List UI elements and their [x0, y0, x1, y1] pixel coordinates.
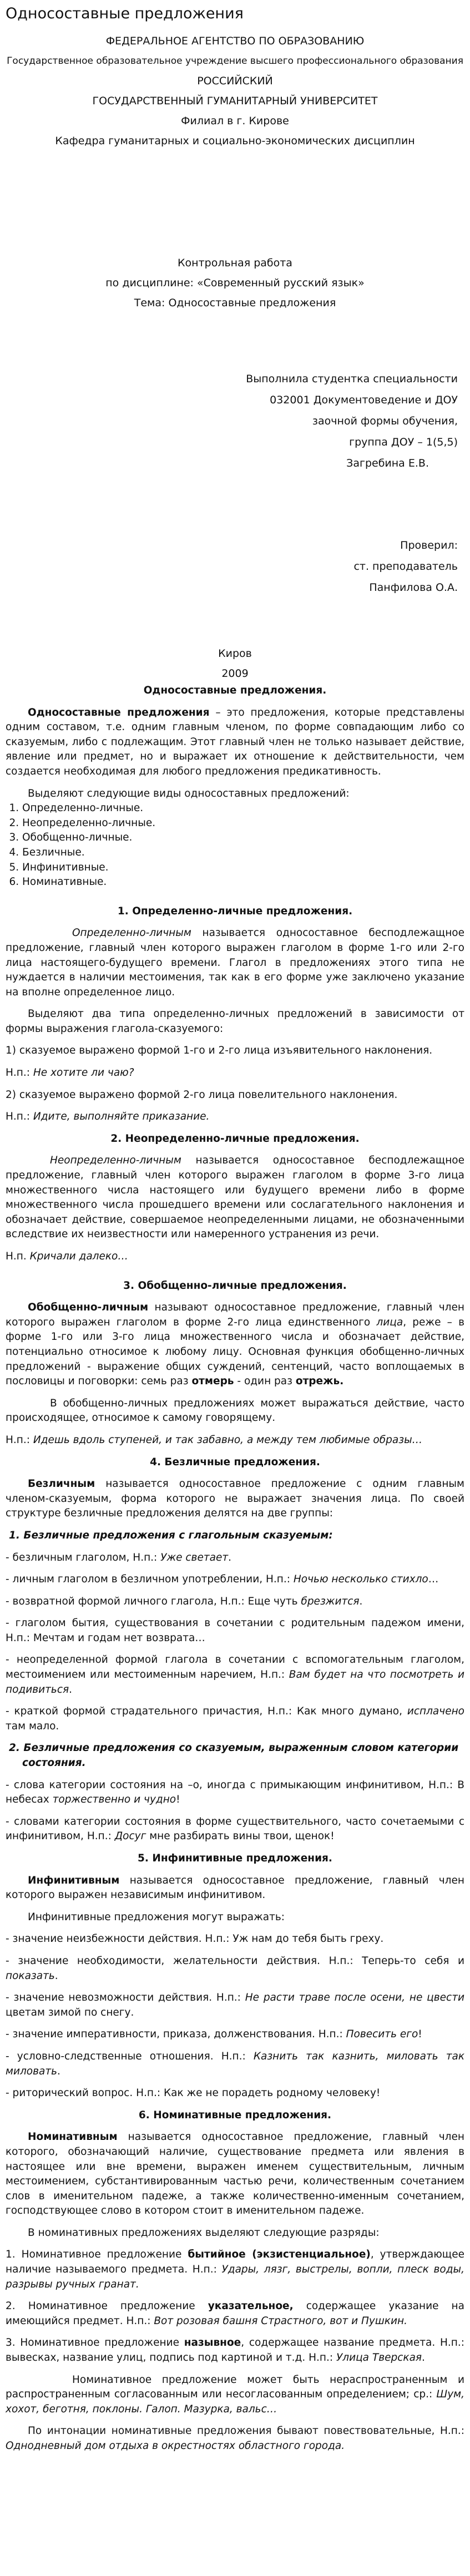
checker-block: [6, 535, 464, 598]
performer-line: заочной формы обучения,: [312, 415, 458, 427]
performer-line: 032001 Документоведение и ДОУ: [270, 394, 458, 406]
main-heading: Односоставные предложения.: [143, 685, 327, 696]
year: 2009: [221, 667, 249, 680]
section-paragraph: Определенно-личным называется односоставное бесподлежащное предложение, главный член которого выражен глаголом в форме 1-го или 2-го лица настоящего-будущего времени. Глагол в предложениях этого типа не нуждается в наличии местоимения, так как в его форме уже заключено указание на вполне определенное лицо.: [6, 927, 464, 998]
section-paragraph: В номинативных предложениях выделяют следующие разряды:: [28, 2226, 380, 2239]
performer-line: группа ДОУ – 1(5,5): [349, 436, 458, 448]
kinds-intro: Выделяют следующие виды односоставных предложений:: [28, 787, 350, 799]
verbal-predicate-list: [6, 1551, 464, 1734]
country-line: РОССИЙСКИЙ: [197, 75, 273, 87]
example-line: Н.п.: Не хотите ли чаю?: [6, 1067, 134, 1079]
city: Киров: [218, 647, 252, 660]
state-category-list: [6, 1778, 464, 1844]
section-heading: 6. Номинативные предложения.: [138, 2109, 332, 2121]
list-item: - условно-следственные отношения. Н.п.: Казнить так казнить, миловать так миловать.: [6, 2050, 464, 2077]
institution-type: Государственное образовательное учреждение высшего профессионального образования: [7, 55, 463, 67]
document-page: [0, 4, 470, 2576]
section-paragraph: Выделяют два типа определенно-личных предложений в зависимости от формы выражения глагола-сказуемого:: [6, 1008, 464, 1035]
section-paragraph: 2) сказуемое выражено формой 2-го лица повелительного наклонения.: [6, 1089, 398, 1101]
list-item: - риторический вопрос. Н.п.: Как же не порадеть родному человеку!: [6, 2087, 381, 2099]
performer-line: Выполнила студентка специальности: [246, 373, 458, 385]
section-paragraph: Номинативным называется односоставное предложение, главный член которого, обозначающий наличие, существование предмета или явления в настоящее или вне времени, выражен именем существительным, личным местоимением, субстантивированным частью речи, количественным сочетанием слов в именительном падеже, а также количественно-именным сочетанием, господствующее слово в котором стоит в именительном падеже.: [6, 2131, 464, 2217]
subsection-heading: 2. Безличные предложения со сказуемым, выраженным словом категории состояния.: [9, 1742, 459, 1769]
list-item: - глаголом бытия, существования в сочетании с родительным падежом имени, Н.п.: Мечтам и годам нет возврата…: [6, 1617, 464, 1644]
section-paragraph: Инфинитивным называется односоставное предложение, главный член которого выражен независимым инфинитивом.: [6, 1874, 464, 1901]
checker-line: Панфилова О.А.: [369, 581, 458, 594]
list-item: - значение императивности, приказа, долженствования. Н.п.: Повесить его!: [6, 2028, 422, 2041]
list-item: - значение необходимости, желательности действия. Н.п.: Теперь-то себя и показать.: [6, 1955, 464, 1982]
document-body: [6, 684, 464, 2454]
section-heading: 3. Обобщенно-личные предложения.: [123, 1279, 347, 1292]
section-heading: 4. Безличные предложения.: [150, 1456, 320, 1468]
section-paragraph: По интонации номинативные предложения бывают повествовательные, Н.п.: Однодневный дом отдыха в окрестностях областного города.: [6, 2425, 464, 2452]
list-item: - слова категории состояния на –о, иногда с примыкающим инфинитивом, Н.п.: В небесах торжественно и чудно!: [6, 1779, 464, 1806]
section-paragraph: 1. Номинативное предложение бытийное (экзистенциальное), утверждающее наличие называемого предмета. Н.п.: Удары, лязг, выстрелы, вопли, плеск воды, разрывы ручных гранат.: [6, 2249, 465, 2290]
list-item: 1. Определенно-личные.: [22, 801, 464, 816]
infinitive-meanings-list: [6, 1932, 464, 2101]
intro-paragraph: Односоставные предложения – это предложения, которые представлены одним составом, т.е. одним главным членом, по форме совпадающим либо со сказуемым, либо с подлежащим. Этот главный член не только называет действие, явление или предмет, но и выражает их отношение к действительности, чем создается необходимая для любого предложения предикативность.: [6, 706, 464, 777]
section-paragraph: 1) сказуемое выражено формой 1-го и 2-го лица изъявительного наклонения.: [6, 1045, 433, 1057]
agency-name: ФЕДЕРАЛЬНОЕ АГЕНТСТВО ПО ОБРАЗОВАНИЮ: [105, 35, 365, 47]
section-paragraph: Номинативное предложение может быть нераспространенным и распространенным согласованным или несогласованным определением; ср.: Шум, хохот, беготня, поклоны. Галоп. Мазурка, вальс…: [6, 2373, 464, 2415]
list-item: - значение неизбежности действия. Н.п.: Уж нам до тебя быть греху.: [6, 1933, 384, 1945]
title-page: [6, 31, 464, 684]
list-item: 2. Неопределенно-личные.: [22, 816, 464, 831]
intro-term: Односоставные предложения: [28, 706, 210, 718]
example-line: Н.п.: Идешь вдоль ступеней, и так забавно, а между тем любимые образы…: [6, 1434, 423, 1446]
performer-block: [6, 368, 464, 474]
page-title: Односоставные предложения: [6, 5, 244, 22]
department-name: Кафедра гуманитарных и социально-экономических дисциплин: [55, 135, 415, 147]
list-item: 4. Безличные.: [22, 846, 464, 861]
subsection-heading: 1. Безличные предложения с глагольным сказуемым:: [9, 1529, 333, 1541]
section-paragraph: Обобщенно-личным называют односоставное предложение, главный член которого выражен глаголом в форме 2-го лица единственного лица, реже – в форме 1-го или 3-го лица множественного числа и обозначает действие, потенциально относимое к любому лицу. Основная функция обобщенно-личных предложений - выражение общих суждений, сентенций, часто воплощаемых в пословицы и поговорки: семь раз отмерь - один раз отрежь.: [6, 1302, 464, 1388]
university-name: ГОСУДАРСТВЕННЫЙ ГУМАНИТАРНЫЙ УНИВЕРСИТЕТ: [92, 95, 378, 107]
list-item: - значение невозможности действия. Н.п.: Не расти траве после осени, не цвести цветам зимой по снегу.: [6, 1992, 464, 2018]
branch-name: Филиал в г. Кирове: [181, 115, 289, 127]
list-item: 5. Инфинитивные.: [22, 861, 464, 875]
section-paragraph: Инфинитивные предложения могут выражать:: [28, 1911, 285, 1923]
list-item: 6. Номинативные.: [22, 875, 464, 890]
list-item: 3. Обобщенно-личные.: [22, 831, 464, 846]
example-line: Н.п.: Идите, выполняйте приказание.: [6, 1111, 210, 1123]
section-paragraph: В обобщенно-личных предложениях может выражаться действие, часто происходящее, относимое к самому говорящему.: [6, 1397, 464, 1424]
section-paragraph: Неопределенно-личным называется односоставное бесподлежащное предложение, главный член которого выражен глаголом в форме 3-го лица множественного числа настоящего или будущего времени либо в форме множественного числа прошедшего времени или сослагательного наклонения и обозначает действие, совершаемое неопределенными лицами, не обозначенными вследствие их неизвестности или намеренного устранения из речи.: [6, 1155, 464, 1241]
list-item: - краткой формой страдательного причастия, Н.п.: Как много думано, исплачено там мало.: [6, 1705, 464, 1732]
section-paragraph: 2. Номинативное предложение указательное, содержащее указание на имеющийся предмет. Н.п.: Вот розовая башня Страстного, вот и Пушкин.: [6, 2300, 464, 2327]
kinds-list: [6, 801, 464, 890]
list-item: - словами категории состояния в форме существительного, часто сочетаемыми с инфинитивом, Н.п.: Досуг мне разбирать вины твои, щенок!: [6, 1815, 464, 1843]
list-item: - безличным глаголом, Н.п.: Уже светает.: [6, 1551, 231, 1563]
section-heading: 5. Инфинитивные предложения.: [138, 1853, 332, 1864]
section-heading: 1. Определенно-личные предложения.: [117, 905, 353, 917]
checker-line: ст. преподаватель: [353, 560, 458, 573]
example-line: Н.п. Кричали далеко…: [6, 1251, 128, 1262]
checker-line: Проверил:: [400, 539, 458, 551]
section-paragraph: Безличным называется односоставное предложение с одним главным членом-сказуемым, форма которого не выражает значения лица. По своей структуре безличные предложения делятся на две группы:: [6, 1478, 464, 1520]
section-heading: 2. Неопределенно-личные предложения.: [110, 1132, 360, 1145]
performer-line: Загребина Е.В.: [346, 457, 429, 469]
discipline: по дисциплине: «Современный русский язык»: [105, 277, 365, 289]
topic: Тема: Односоставные предложения: [134, 297, 336, 309]
work-type: Контрольная работа: [178, 257, 292, 269]
list-item: - неопределенной формой глагола в сочетании с вспомогательным глаголом, местоимением или местоименным наречием, Н.п.: Вам будет на что посмотреть и подивиться.: [6, 1654, 464, 1696]
list-item: - возвратной формой личного глагола, Н.п.: Еще чуть брезжится.: [6, 1595, 363, 1607]
section-paragraph: 3. Номинативное предложение назывное, содержащее название предмета. Н.п.: вывесках, название улиц, подпись под картиной и т.д. Н.п.: Улица Тверская.: [6, 2337, 465, 2364]
list-item: - личным глаголом в безличном употреблении, Н.п.: Ночью несколько стихло…: [6, 1573, 439, 1586]
